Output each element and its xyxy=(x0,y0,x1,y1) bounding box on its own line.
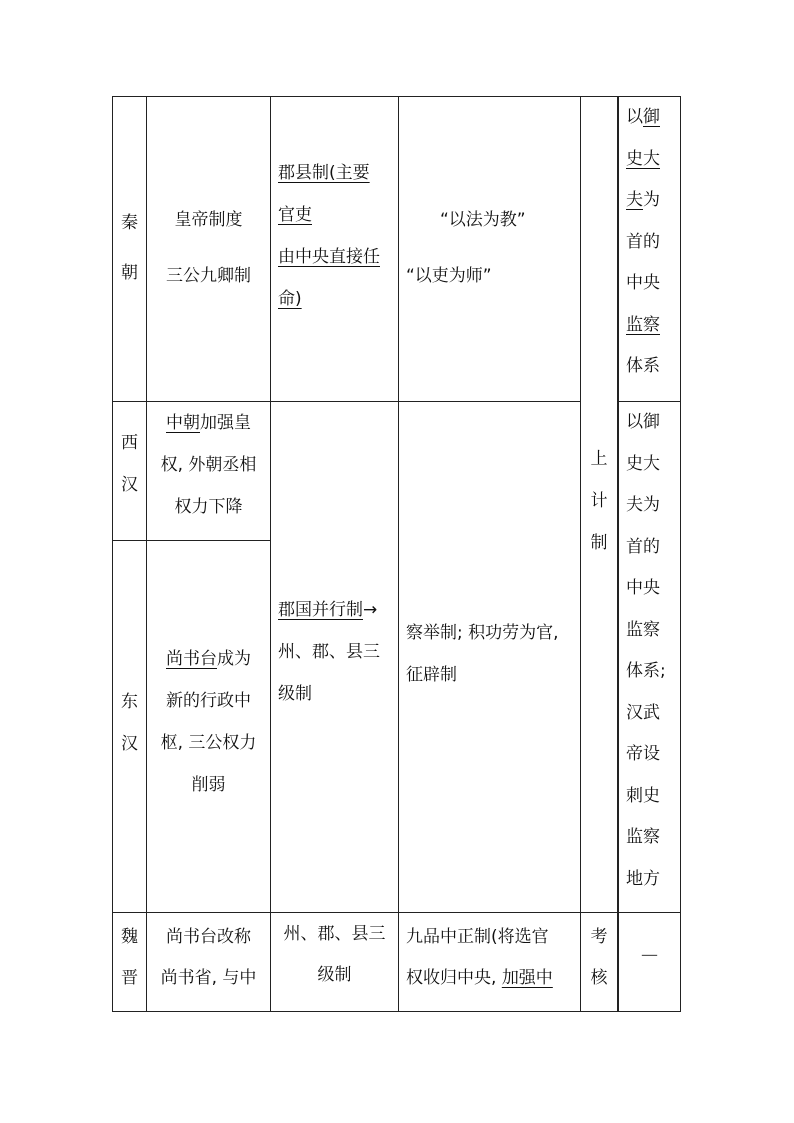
assessment-char: 上 xyxy=(590,449,608,469)
underlined-text: 官吏 xyxy=(278,205,312,225)
text-segment: → xyxy=(363,600,378,620)
dynasty-xihan xyxy=(113,422,146,506)
supervision-han xyxy=(626,402,680,900)
text-line xyxy=(626,97,680,139)
local-han xyxy=(278,589,398,715)
supervision-line: 帝设 xyxy=(626,744,660,764)
text-line xyxy=(147,444,270,486)
text-segment: 为 xyxy=(643,190,660,210)
text-line xyxy=(147,486,270,528)
text-segment: 级制 xyxy=(278,684,312,704)
supervision-line: 中央 xyxy=(626,578,660,598)
selection-qin xyxy=(400,192,580,304)
underlined-text: 中朝 xyxy=(166,413,200,433)
dynasty-char: 晋 xyxy=(121,968,138,988)
dynasty-qin xyxy=(113,198,146,298)
selection-line: 征辟制 xyxy=(406,665,457,685)
supervision-line: 地方 xyxy=(626,868,660,889)
central-line: 三公九卿制 xyxy=(166,266,251,286)
table-bottom-border xyxy=(112,1011,681,1012)
dynasty-donghan xyxy=(113,681,146,765)
text-segment: 成为 xyxy=(217,649,251,669)
text-segment: 州、郡、县三 xyxy=(278,642,380,662)
central-qin xyxy=(147,192,270,304)
dynasty-char: 魏 xyxy=(121,927,138,947)
assessment-char: 计 xyxy=(590,491,608,511)
supervision-line: 以御 xyxy=(626,412,660,432)
text-line xyxy=(406,958,580,999)
text-line xyxy=(147,722,270,764)
col-divider-5-double xyxy=(617,96,619,1012)
supervision-line: 夫为 xyxy=(626,495,660,515)
col-divider-3 xyxy=(398,96,399,1012)
text-line xyxy=(147,402,270,444)
central-line: 尚书省, 与中 xyxy=(160,968,257,988)
dynasty-char: 朝 xyxy=(121,263,138,283)
local-qin xyxy=(278,152,396,320)
text-line xyxy=(278,278,396,320)
dynasty-char: 汉 xyxy=(121,734,138,754)
text-line xyxy=(626,346,680,388)
row-divider-donghan xyxy=(112,912,681,913)
dynasty-weijin xyxy=(113,917,146,999)
supervision-line: 监察 xyxy=(626,827,660,847)
local-line: 级制 xyxy=(317,965,352,985)
text-line xyxy=(147,764,270,806)
selection-han xyxy=(406,612,580,696)
dynasty-char: 东 xyxy=(121,692,138,712)
text-line xyxy=(278,152,396,194)
central-xihan xyxy=(147,402,270,528)
underlined-text: 由中央直接任 xyxy=(278,247,380,267)
text-line xyxy=(406,917,580,958)
text-segment: 权力下降 xyxy=(174,497,243,517)
text-line xyxy=(278,589,398,631)
text-segment: 九品中正制(将选官 xyxy=(406,927,549,947)
text-line xyxy=(278,194,396,236)
row-divider-xihan xyxy=(112,540,270,541)
underlined-text: 加强中 xyxy=(501,968,553,988)
central-donghan xyxy=(147,638,270,806)
text-line xyxy=(626,305,680,347)
text-segment: 加强皇 xyxy=(200,413,251,433)
text-line xyxy=(147,680,270,722)
selection-line: “以吏为师” xyxy=(406,266,492,286)
text-line xyxy=(626,222,680,264)
supervision-line: 首的 xyxy=(626,536,660,557)
dynasty-char: 秦 xyxy=(121,213,138,233)
assessment-weijin xyxy=(581,917,617,999)
text-segment: 新的行政中 xyxy=(166,691,251,711)
supervision-line: 汉武 xyxy=(626,702,660,723)
text-segment: 体系 xyxy=(626,356,660,376)
text-segment: 中央 xyxy=(626,273,660,293)
central-weijin xyxy=(147,917,270,999)
col-divider-2 xyxy=(270,96,271,1012)
selection-weijin xyxy=(406,917,580,999)
text-line xyxy=(626,139,680,181)
assessment-char: 制 xyxy=(590,533,608,553)
supervision-qin xyxy=(626,97,680,388)
underlined-text: 夫 xyxy=(626,190,643,210)
underlined-text: 监察 xyxy=(626,314,660,335)
assessment-char: 核 xyxy=(590,968,608,988)
selection-line: 察举制; 积功劳为官, xyxy=(406,623,559,643)
table-top-border xyxy=(112,96,681,97)
text-segment: 权收归中央, xyxy=(406,968,502,988)
supervision-line: 监察 xyxy=(626,619,660,640)
supervision-line: 刺史 xyxy=(626,785,660,806)
text-segment: 首的 xyxy=(626,231,660,252)
text-line xyxy=(278,673,398,715)
text-segment: 削弱 xyxy=(191,775,226,795)
underlined-text: 史大 xyxy=(626,148,660,169)
text-segment: 以 xyxy=(626,107,643,127)
text-segment: 权, 外朝丞相 xyxy=(160,455,257,475)
assessment-shangji xyxy=(581,438,617,564)
underlined-text: 御 xyxy=(643,107,660,127)
local-weijin xyxy=(271,914,398,996)
text-line xyxy=(278,236,396,278)
selection-line: “以法为教” xyxy=(440,210,526,230)
text-line xyxy=(626,180,680,222)
central-line: 皇帝制度 xyxy=(174,210,243,230)
dynasty-char: 汉 xyxy=(121,475,138,495)
underlined-text: 郡国并行制 xyxy=(278,600,363,620)
local-line: 州、郡、县三 xyxy=(283,924,386,944)
dynasty-char: 西 xyxy=(121,433,138,453)
text-segment: 枢, 三公权力 xyxy=(160,733,257,753)
supervision-line: 体系; xyxy=(626,661,666,681)
text-line xyxy=(626,263,680,305)
table-right-border xyxy=(680,96,681,1012)
text-line xyxy=(147,638,270,680)
assessment-char: 考 xyxy=(590,927,608,947)
text-line xyxy=(278,631,398,673)
central-line: 尚书台改称 xyxy=(166,927,251,947)
underlined-text: 命) xyxy=(278,289,302,309)
supervision-weijin: — xyxy=(641,945,658,965)
underlined-text: 郡县制(主要 xyxy=(278,163,370,183)
underlined-text: 尚书台 xyxy=(166,649,217,669)
supervision-line: 史大 xyxy=(626,453,660,474)
